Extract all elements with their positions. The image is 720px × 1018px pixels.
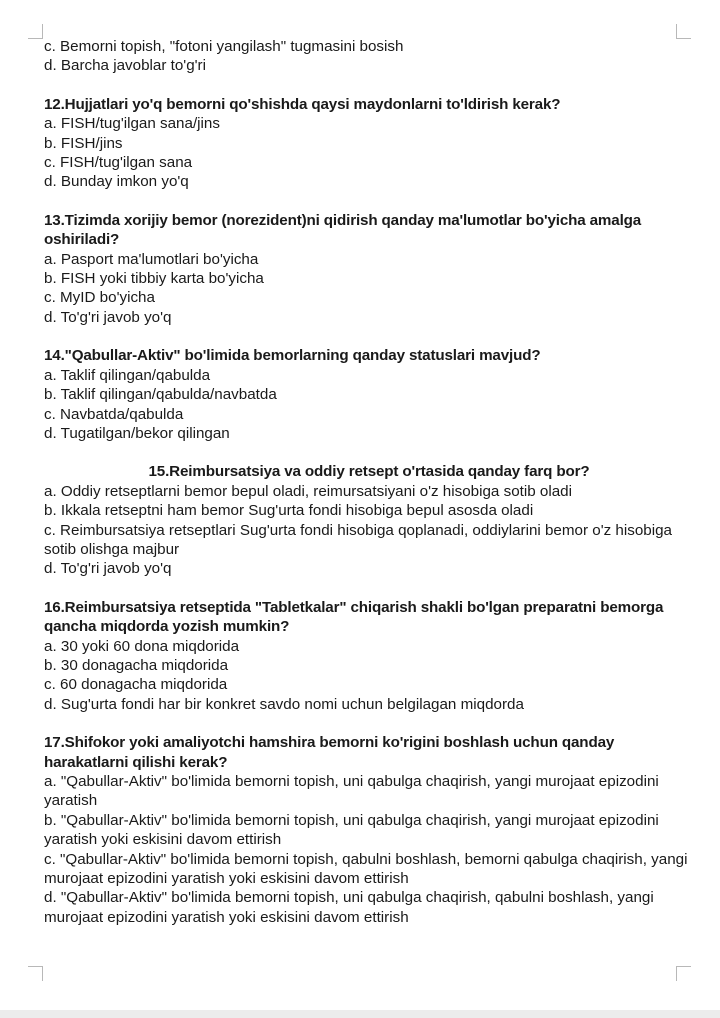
- question-15: [44, 462, 694, 578]
- crop-mark-top-left: [28, 24, 43, 39]
- question-14: [44, 346, 694, 443]
- document-body: [44, 37, 694, 927]
- question-title: 12.Hujjatlari yo'q bemorni qo'shishda qaysi maydonlarni to'ldirish kerak?: [44, 95, 561, 113]
- option-b: b. FISH/jins: [44, 134, 123, 152]
- option-d: d. To'g'ri javob yo'q: [44, 308, 172, 326]
- question-17: [44, 733, 694, 927]
- option-d: d. "Qabullar-Aktiv" bo'limida bemorni topish, uni qabulga chaqirish, qabulni boshlash, yangi murojaat epizodini yaratish yoki eskisini davom ettirish: [44, 889, 654, 926]
- option-c: c. MyID bo'yicha: [44, 289, 155, 307]
- option-c: c. Navbatda/qabulda: [44, 405, 184, 423]
- option-c: c. FISH/tug'ilgan sana: [44, 154, 193, 172]
- option-a: a. Oddiy retseptlarni bemor bepul oladi, reimursatsiyani o'z hisobiga sotib oladi: [44, 482, 572, 500]
- option-d: d. Tugatilgan/bekor qilingan: [44, 424, 230, 442]
- option-c: c. Reimbursatsiya retseptlari Sug'urta fondi hisobiga qoplanadi, oddiylarini bemor o'z hisobiga sotib olishga majbur: [44, 521, 672, 558]
- question-title: 16.Reimbursatsiya retseptida "Tabletkalar" chiqarish shakli bo'lgan preparatni bemorga qancha miqdorda yozish mumkin?: [44, 598, 664, 636]
- option-d: d. To'g'ri javob yo'q: [44, 560, 172, 578]
- option-b: b. Ikkala retseptni ham bemor Sug'urta fondi hisobiga bepul asosda oladi: [44, 502, 534, 520]
- option-b: b. FISH yoki tibbiy karta bo'yicha: [44, 270, 264, 288]
- crop-mark-bottom-right: [676, 966, 691, 981]
- option-a: a. Taklif qilingan/qabulda: [44, 366, 211, 384]
- question-11-tail: [44, 37, 694, 76]
- question-title: 17.Shifokor yoki amaliyotchi hamshira bemorni ko'rigini boshlash uchun qanday harakatlarni qilishi kerak?: [44, 734, 615, 771]
- question-title: 14."Qabullar-Aktiv" bo'limida bemorlarning qanday statuslari mavjud?: [44, 347, 541, 365]
- option-c: c. 60 donagacha miqdorida: [44, 676, 228, 694]
- question-13: [44, 211, 694, 327]
- question-title: 13.Tizimda xorijiy bemor (norezident)ni qidirish qanday ma'lumotlar bo'yicha amalga oshiriladi?: [44, 211, 642, 249]
- question-title: 15.Reimbursatsiya va oddiy retsept o'rtasida qanday farq bor?: [148, 463, 590, 481]
- question-16: [44, 598, 694, 714]
- option-a: a. FISH/tug'ilgan sana/jins: [44, 115, 220, 133]
- option-b: b. Taklif qilingan/qabulda/navbatda: [44, 386, 277, 404]
- option-c: c. Bemorni topish, "fotoni yangilash" tugmasini bosish: [44, 38, 404, 55]
- option-c: c. "Qabullar-Aktiv" bo'limida bemorni topish, qabulni boshlash, bemorni qabulga chaqirish, yangi murojaat epizodini yaratish yoki eskisini davom ettirish: [44, 850, 688, 888]
- option-a: a. 30 yoki 60 dona miqdorida: [44, 637, 240, 655]
- crop-mark-bottom-left: [28, 966, 43, 981]
- question-12: [44, 95, 694, 192]
- option-d: d. Barcha javoblar to'g'ri: [44, 57, 206, 75]
- option-a: a. "Qabullar-Aktiv" bo'limida bemorni topish, uni qabulga chaqirish, yangi murojaat epizodini yaratish: [44, 773, 659, 810]
- page-bottom-edge: [0, 1010, 720, 1018]
- option-b: b. "Qabullar-Aktiv" bo'limida bemorni topish, uni qabulga chaqirish, yangi murojaat epizodini yaratish yoki eskisini davom ettirish: [44, 811, 659, 849]
- option-d: d. Bunday imkon yo'q: [44, 173, 189, 191]
- option-d: d. Sug'urta fondi har bir konkret savdo nomi uchun belgilagan miqdorda: [44, 695, 524, 713]
- option-a: a. Pasport ma'lumotlari bo'yicha: [44, 250, 259, 268]
- option-b: b. 30 donagacha miqdorida: [44, 656, 229, 674]
